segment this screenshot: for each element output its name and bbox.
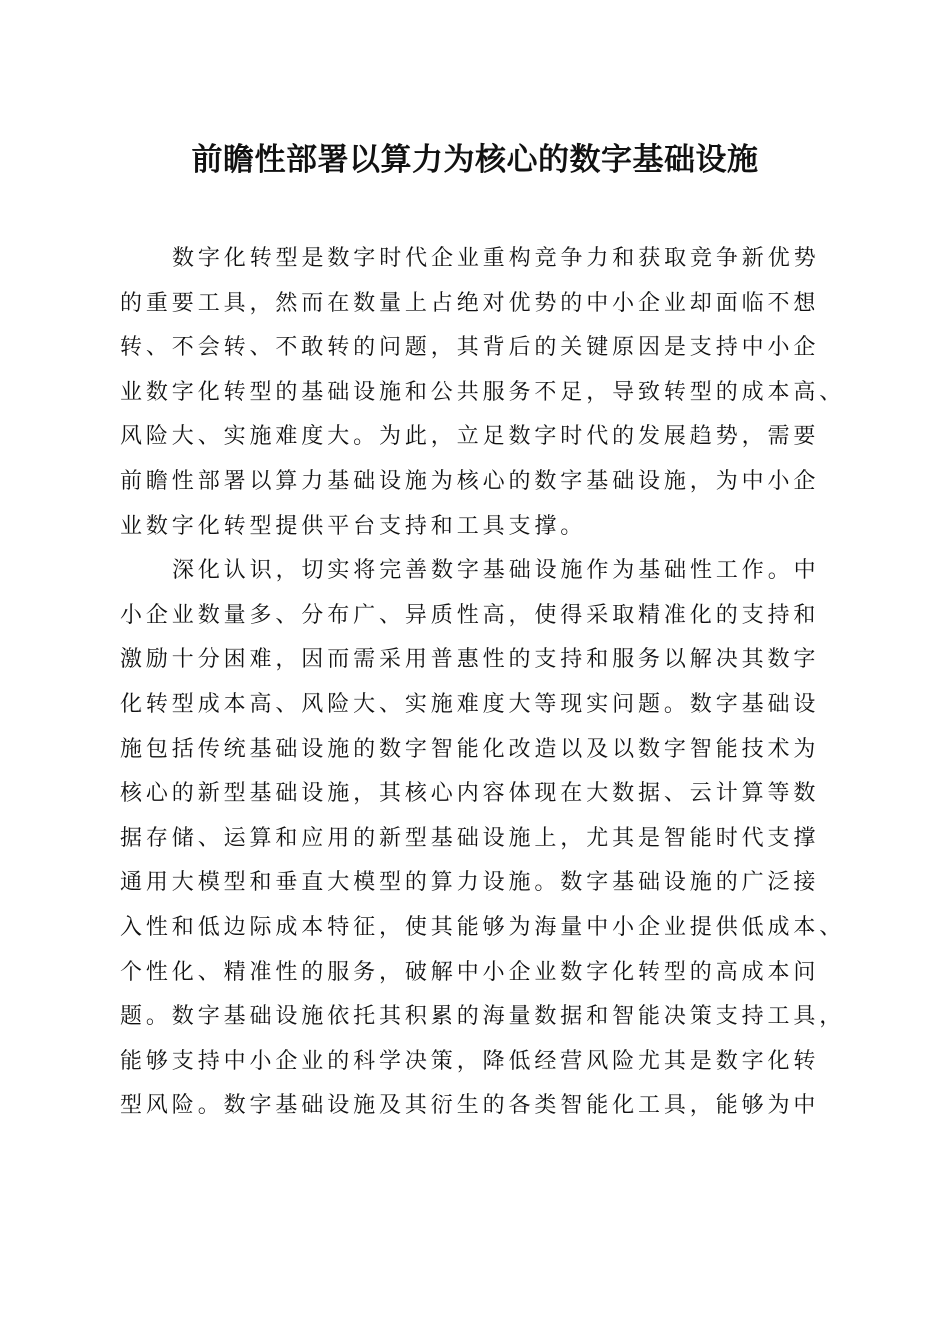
- text-line: 能够支持中小企业的科学决策，降低经营风险尤其是数字化转: [120, 1047, 820, 1073]
- text-line: 的重要工具，然而在数量上占绝对优势的中小企业却面临不想: [120, 289, 820, 315]
- text-line: 题。数字基础设施依托其积累的海量数据和智能决策支持工具，: [120, 1003, 846, 1029]
- text-line: 型风险。数字基础设施及其衍生的各类智能化工具，能够为中: [120, 1092, 820, 1118]
- paragraph: [120, 236, 860, 548]
- text-line: 小企业数量多、分布广、异质性高，使得采取精准化的支持和: [120, 601, 820, 627]
- document-body: [120, 236, 860, 1128]
- text-line: 据存储、运算和应用的新型基础设施上，尤其是智能时代支撑: [120, 824, 820, 850]
- text-line: 转、不会转、不敢转的问题，其背后的关键原因是支持中小企: [120, 334, 820, 360]
- text-line: 入性和低边际成本特征，使其能够为海量中小企业提供低成本、: [120, 913, 846, 939]
- document-title: 前瞻性部署以算力为核心的数字基础设施: [191, 142, 759, 178]
- text-line: 化转型成本高、风险大、实施难度大等现实问题。数字基础设: [120, 690, 820, 716]
- text-line: 风险大、实施难度大。为此，立足数字时代的发展趋势，需要: [120, 423, 820, 449]
- text-line: 业数字化转型的基础设施和公共服务不足，导致转型的成本高、: [120, 378, 846, 404]
- text-line: 激励十分困难，因而需采用普惠性的支持和服务以解决其数字: [120, 646, 820, 672]
- text-line: 业数字化转型提供平台支持和工具支撑。: [120, 512, 587, 538]
- text-line: 数字化转型是数字时代企业重构竞争力和获取竞争新优势: [172, 245, 820, 270]
- text-line: 深化认识，切实将完善数字基础设施作为基础性工作。中: [172, 557, 820, 583]
- paragraph: [120, 548, 860, 1128]
- text-line: 通用大模型和垂直大模型的算力设施。数字基础设施的广泛接: [120, 869, 820, 895]
- text-line: 前瞻性部署以算力基础设施为核心的数字基础设施，为中小企: [120, 467, 820, 493]
- text-line: 个性化、精准性的服务，破解中小企业数字化转型的高成本问: [120, 958, 820, 984]
- text-line: 核心的新型基础设施，其核心内容体现在大数据、云计算等数: [120, 780, 820, 806]
- text-line: 施包括传统基础设施的数字智能化改造以及以数字智能技术为: [120, 735, 820, 761]
